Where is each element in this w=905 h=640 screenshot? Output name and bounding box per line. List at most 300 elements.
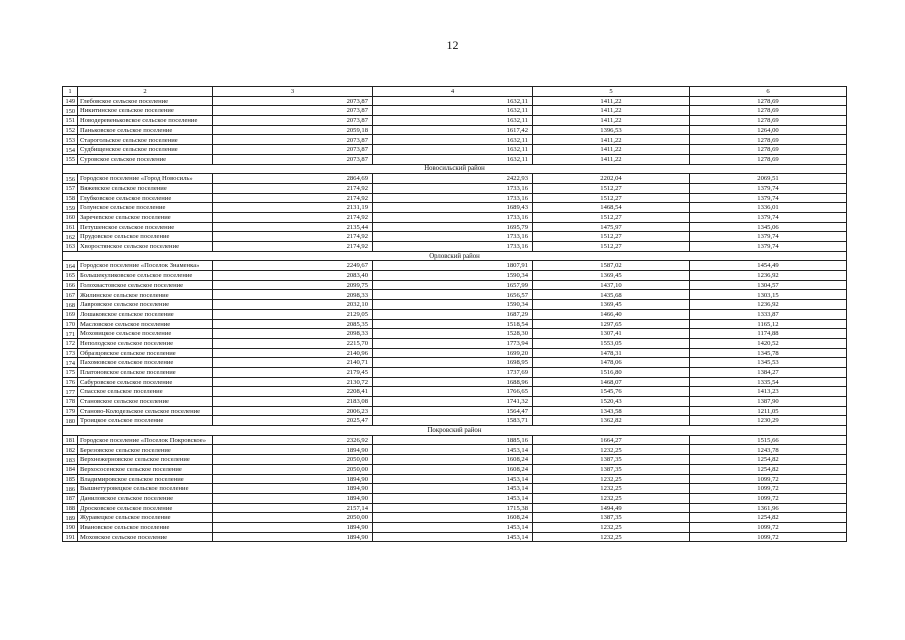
value-col-4: 1564,47: [373, 406, 533, 416]
value-col-6: 1278,69: [690, 116, 847, 126]
value-col-4: 1632,11: [373, 154, 533, 164]
value-col-4: 1687,29: [373, 309, 533, 319]
table-row: [63, 493, 847, 503]
value-col-6: 1174,88: [690, 329, 847, 339]
settlement-name: Даниловское сельское поселение: [78, 493, 213, 503]
row-number: 165: [63, 271, 78, 281]
settlement-name: Станово-Колодезьское сельское поселение: [78, 406, 213, 416]
value-col-5: 1387,35: [533, 464, 690, 474]
row-number: 152: [63, 125, 78, 135]
table-row: [63, 387, 847, 397]
row-number: 151: [63, 116, 78, 126]
value-col-4: 1699,20: [373, 348, 533, 358]
value-col-4: 1688,96: [373, 377, 533, 387]
column-header: 1: [63, 87, 78, 97]
row-number: 179: [63, 406, 78, 416]
row-number: 169: [63, 309, 78, 319]
value-col-5: 1387,35: [533, 513, 690, 523]
row-number: 162: [63, 232, 78, 242]
value-col-4: 1453,14: [373, 493, 533, 503]
value-col-5: 1437,10: [533, 280, 690, 290]
value-col-6: 1211,05: [690, 406, 847, 416]
row-number: 155: [63, 154, 78, 164]
table-row: [63, 145, 847, 155]
row-number: 189: [63, 513, 78, 523]
settlement-name: Березовское сельское поселение: [78, 445, 213, 455]
value-col-6: 1243,78: [690, 445, 847, 455]
settlement-name: Петушенское сельское поселение: [78, 222, 213, 232]
value-col-3: 2326,92: [213, 435, 373, 445]
value-col-5: 1545,76: [533, 387, 690, 397]
value-col-6: 1420,52: [690, 338, 847, 348]
table-row: [63, 532, 847, 542]
table-row: [63, 203, 847, 213]
value-col-5: 1369,45: [533, 271, 690, 281]
value-col-5: 1512,27: [533, 212, 690, 222]
value-col-6: 1345,53: [690, 358, 847, 368]
value-col-4: 1608,24: [373, 464, 533, 474]
row-number: 187: [63, 493, 78, 503]
settlement-name: Старогольское сельское поселение: [78, 135, 213, 145]
settlement-name: Лавровское сельское поселение: [78, 300, 213, 310]
value-col-4: 1715,38: [373, 503, 533, 513]
district-header-row: [63, 426, 847, 436]
value-col-6: 1230,29: [690, 416, 847, 426]
value-col-6: 1254,82: [690, 464, 847, 474]
value-col-3: 2085,35: [213, 319, 373, 329]
value-col-3: 2215,70: [213, 338, 373, 348]
value-col-4: 1518,54: [373, 319, 533, 329]
table-row: [63, 522, 847, 532]
value-col-3: 2083,40: [213, 271, 373, 281]
value-col-3: 2032,10: [213, 300, 373, 310]
table-row: [63, 397, 847, 407]
value-col-3: 1894,90: [213, 484, 373, 494]
settlement-name: Масловское сельское поселение: [78, 319, 213, 329]
row-number: 175: [63, 367, 78, 377]
table-row: [63, 183, 847, 193]
value-col-3: 2135,44: [213, 222, 373, 232]
value-col-6: 1099,72: [690, 493, 847, 503]
settlement-name: Спасское сельское поселение: [78, 387, 213, 397]
value-col-6: 1278,69: [690, 135, 847, 145]
value-col-5: 1297,65: [533, 319, 690, 329]
row-number: 160: [63, 212, 78, 222]
table-row: [63, 484, 847, 494]
value-col-3: 2174,92: [213, 183, 373, 193]
value-col-3: 2073,87: [213, 135, 373, 145]
value-col-6: 1361,96: [690, 503, 847, 513]
value-col-3: 2129,05: [213, 309, 373, 319]
value-col-6: 1413,23: [690, 387, 847, 397]
value-col-5: 1435,68: [533, 290, 690, 300]
table-row: [63, 290, 847, 300]
page-number: 12: [446, 38, 459, 52]
settlement-name: Сабуровское сельское поселение: [78, 377, 213, 387]
settlement-name: Городское поселение «Поселок Покровское»: [78, 435, 213, 445]
settlement-name: Платоновское сельское поселение: [78, 367, 213, 377]
value-col-5: 1362,82: [533, 416, 690, 426]
row-number: 159: [63, 203, 78, 213]
value-col-3: 2174,92: [213, 193, 373, 203]
value-col-6: 2069,51: [690, 174, 847, 184]
value-col-6: 1387,90: [690, 397, 847, 407]
value-col-5: 1520,43: [533, 397, 690, 407]
value-col-5: 1411,22: [533, 135, 690, 145]
row-number: 153: [63, 135, 78, 145]
table-row: [63, 96, 847, 106]
column-header: 6: [690, 87, 847, 97]
value-col-6: 1335,54: [690, 377, 847, 387]
row-number: 168: [63, 300, 78, 310]
value-col-6: 1099,72: [690, 532, 847, 542]
settlement-name: Дросковское сельское поселение: [78, 503, 213, 513]
settlement-name: Прудовское сельское поселение: [78, 232, 213, 242]
value-col-4: 1737,69: [373, 367, 533, 377]
value-col-3: 2073,87: [213, 116, 373, 126]
value-col-6: 1165,12: [690, 319, 847, 329]
value-col-5: 1387,35: [533, 455, 690, 465]
value-col-6: 1454,49: [690, 261, 847, 271]
value-col-6: 1379,74: [690, 193, 847, 203]
value-col-4: 1453,14: [373, 474, 533, 484]
settlement-name: Паньковское сельское поселение: [78, 125, 213, 135]
column-number-header-row: [63, 87, 847, 97]
value-col-5: 1478,31: [533, 348, 690, 358]
tariff-table: [62, 86, 847, 542]
row-number: 156: [63, 174, 78, 184]
row-number: 191: [63, 532, 78, 542]
settlement-name: Моховицкое сельское поселение: [78, 329, 213, 339]
value-col-6: 1236,92: [690, 271, 847, 281]
value-col-3: 2131,19: [213, 203, 373, 213]
value-col-4: 1632,11: [373, 135, 533, 145]
value-col-3: 2157,14: [213, 503, 373, 513]
row-number: 157: [63, 183, 78, 193]
settlement-name: Большекуликовское сельское поселение: [78, 271, 213, 281]
value-col-3: 1894,90: [213, 532, 373, 542]
value-col-4: 1741,32: [373, 397, 533, 407]
district-header-row: [63, 251, 847, 261]
value-col-4: 1590,34: [373, 271, 533, 281]
value-col-4: 1657,99: [373, 280, 533, 290]
value-col-6: 1384,27: [690, 367, 847, 377]
row-number: 184: [63, 464, 78, 474]
column-header: 5: [533, 87, 690, 97]
settlement-name: Владимировское сельское поселение: [78, 474, 213, 484]
value-col-6: 1379,74: [690, 232, 847, 242]
column-header: 2: [78, 87, 213, 97]
value-col-3: 2864,69: [213, 174, 373, 184]
row-number: 188: [63, 503, 78, 513]
value-col-4: 1885,16: [373, 435, 533, 445]
value-col-4: 1695,79: [373, 222, 533, 232]
value-col-5: 1512,27: [533, 242, 690, 252]
value-col-6: 1278,69: [690, 145, 847, 155]
table-row: [63, 193, 847, 203]
value-col-3: 1894,90: [213, 474, 373, 484]
value-col-4: 1453,14: [373, 445, 533, 455]
table-row: [63, 271, 847, 281]
table-row: [63, 445, 847, 455]
settlement-name: Жилинское сельское поселение: [78, 290, 213, 300]
value-col-6: 1515,66: [690, 435, 847, 445]
value-col-3: 2073,87: [213, 96, 373, 106]
table-row: [63, 406, 847, 416]
value-col-5: 1512,27: [533, 232, 690, 242]
value-col-3: 2174,92: [213, 212, 373, 222]
value-col-5: 1343,58: [533, 406, 690, 416]
settlement-name: Пахомовское сельское поселение: [78, 358, 213, 368]
row-number: 176: [63, 377, 78, 387]
value-col-3: 2073,87: [213, 145, 373, 155]
value-col-5: 1307,41: [533, 329, 690, 339]
row-number: 171: [63, 329, 78, 339]
table-row: [63, 474, 847, 484]
value-col-5: 1468,54: [533, 203, 690, 213]
value-col-5: 1232,25: [533, 532, 690, 542]
value-col-5: 1553,05: [533, 338, 690, 348]
settlement-name: Глебовское сельское поселение: [78, 96, 213, 106]
value-col-6: 1254,82: [690, 455, 847, 465]
settlement-name: Журавецкое сельское поселение: [78, 513, 213, 523]
value-col-3: 2073,87: [213, 154, 373, 164]
value-col-4: 1733,16: [373, 242, 533, 252]
value-col-5: 1411,22: [533, 145, 690, 155]
row-number: 170: [63, 319, 78, 329]
table-row: [63, 106, 847, 116]
row-number: 180: [63, 416, 78, 426]
value-col-5: 1516,80: [533, 367, 690, 377]
value-col-5: 1232,25: [533, 445, 690, 455]
value-col-4: 1632,11: [373, 116, 533, 126]
value-col-4: 1583,71: [373, 416, 533, 426]
table-row: [63, 503, 847, 513]
value-col-6: 1336,01: [690, 203, 847, 213]
row-number: 186: [63, 484, 78, 494]
settlement-name: Голохвастовское сельское поселение: [78, 280, 213, 290]
value-col-6: 1278,69: [690, 154, 847, 164]
row-number: 167: [63, 290, 78, 300]
value-col-4: 1453,14: [373, 484, 533, 494]
settlement-name: Верхососенское сельское поселение: [78, 464, 213, 474]
value-col-5: 1512,27: [533, 183, 690, 193]
value-col-6: 1303,15: [690, 290, 847, 300]
value-col-4: 1807,91: [373, 261, 533, 271]
table-row: [63, 416, 847, 426]
row-number: 150: [63, 106, 78, 116]
value-col-3: 2025,47: [213, 416, 373, 426]
row-number: 166: [63, 280, 78, 290]
row-number: 173: [63, 348, 78, 358]
value-col-5: 1411,22: [533, 154, 690, 164]
value-col-5: 1411,22: [533, 96, 690, 106]
value-col-3: 2140,71: [213, 358, 373, 368]
settlement-name: Новодеревеньковское сельское поселение: [78, 116, 213, 126]
row-number: 158: [63, 193, 78, 203]
settlement-name: Никитинское сельское поселение: [78, 106, 213, 116]
value-col-5: 1587,02: [533, 261, 690, 271]
table-row: [63, 435, 847, 445]
row-number: 149: [63, 96, 78, 106]
value-col-4: 1608,24: [373, 455, 533, 465]
value-col-5: 1512,27: [533, 193, 690, 203]
settlement-name: Судбищенское сельское поселение: [78, 145, 213, 155]
value-col-4: 1733,16: [373, 212, 533, 222]
table-row: [63, 174, 847, 184]
table-row: [63, 300, 847, 310]
value-col-5: 1664,27: [533, 435, 690, 445]
settlement-name: Моховское сельское поселение: [78, 532, 213, 542]
value-col-4: 1590,34: [373, 300, 533, 310]
table-row: [63, 212, 847, 222]
row-number: 181: [63, 435, 78, 445]
value-col-4: 1632,11: [373, 96, 533, 106]
value-col-5: 1478,06: [533, 358, 690, 368]
district-name: Покровский район: [63, 426, 847, 436]
table-row: [63, 455, 847, 465]
value-col-6: 1333,87: [690, 309, 847, 319]
value-col-3: 2006,23: [213, 406, 373, 416]
column-header: 3: [213, 87, 373, 97]
value-col-3: 2050,00: [213, 455, 373, 465]
settlement-name: Голунское сельское поселение: [78, 203, 213, 213]
value-col-6: 1099,72: [690, 484, 847, 494]
value-col-6: 1236,92: [690, 300, 847, 310]
row-number: 161: [63, 222, 78, 232]
table-row: [63, 154, 847, 164]
value-col-6: 1379,74: [690, 242, 847, 252]
value-col-6: 1099,72: [690, 522, 847, 532]
settlement-name: Городское поселение «Город Новосиль»: [78, 174, 213, 184]
row-number: 190: [63, 522, 78, 532]
value-col-4: 1453,14: [373, 532, 533, 542]
value-col-4: 1608,24: [373, 513, 533, 523]
value-col-4: 1766,65: [373, 387, 533, 397]
settlement-name: Лошаковское сельское поселение: [78, 309, 213, 319]
value-col-3: 1894,90: [213, 445, 373, 455]
value-col-6: 1099,72: [690, 474, 847, 484]
value-col-3: 2179,45: [213, 367, 373, 377]
value-col-3: 2073,87: [213, 106, 373, 116]
value-col-5: 1369,45: [533, 300, 690, 310]
value-col-5: 1466,40: [533, 309, 690, 319]
row-number: 183: [63, 455, 78, 465]
value-col-4: 1632,11: [373, 106, 533, 116]
value-col-3: 2130,72: [213, 377, 373, 387]
settlement-name: Заречenское сельское поселение: [78, 212, 213, 222]
value-col-3: 2099,75: [213, 280, 373, 290]
value-col-3: 2098,33: [213, 290, 373, 300]
table-row: [63, 242, 847, 252]
value-col-3: 2183,08: [213, 397, 373, 407]
value-col-5: 1232,25: [533, 522, 690, 532]
row-number: 172: [63, 338, 78, 348]
row-number: 174: [63, 358, 78, 368]
value-col-3: 2050,00: [213, 513, 373, 523]
table-row: [63, 358, 847, 368]
table-row: [63, 280, 847, 290]
district-name: Орловский район: [63, 251, 847, 261]
table-row: [63, 464, 847, 474]
table-row: [63, 367, 847, 377]
value-col-5: 1468,07: [533, 377, 690, 387]
table-row: [63, 338, 847, 348]
column-header: 4: [373, 87, 533, 97]
row-number: 177: [63, 387, 78, 397]
value-col-3: 2208,41: [213, 387, 373, 397]
row-number: 182: [63, 445, 78, 455]
row-number: 164: [63, 261, 78, 271]
value-col-4: 1689,43: [373, 203, 533, 213]
row-number: 154: [63, 145, 78, 155]
value-col-4: 1528,30: [373, 329, 533, 339]
value-col-5: 1396,53: [533, 125, 690, 135]
table-row: [63, 319, 847, 329]
table-row: [63, 329, 847, 339]
value-col-6: 1264,00: [690, 125, 847, 135]
value-col-3: 2059,18: [213, 125, 373, 135]
table-row: [63, 261, 847, 271]
table-row: [63, 125, 847, 135]
table-row: [63, 232, 847, 242]
value-col-5: 1475,97: [533, 222, 690, 232]
value-col-6: 1345,06: [690, 222, 847, 232]
settlement-name: Вяжевское сельское поселение: [78, 183, 213, 193]
district-name: Новосильский район: [63, 164, 847, 174]
value-col-6: 1379,74: [690, 212, 847, 222]
settlement-name: Троицкое сельское поселение: [78, 416, 213, 426]
value-col-3: 2174,92: [213, 242, 373, 252]
value-col-4: 1773,94: [373, 338, 533, 348]
value-col-4: 1698,95: [373, 358, 533, 368]
value-col-5: 1232,25: [533, 493, 690, 503]
settlement-name: Образцовское сельское поселение: [78, 348, 213, 358]
value-col-3: 2249,67: [213, 261, 373, 271]
value-col-4: 1733,16: [373, 193, 533, 203]
value-col-4: 1453,14: [373, 522, 533, 532]
value-col-6: 1379,74: [690, 183, 847, 193]
value-col-3: 1894,90: [213, 522, 373, 532]
table-row: [63, 309, 847, 319]
value-col-6: 1304,57: [690, 280, 847, 290]
table-row: [63, 513, 847, 523]
table-row: [63, 348, 847, 358]
table-row: [63, 222, 847, 232]
settlement-name: Вышнетуровецкое сельское поселение: [78, 484, 213, 494]
row-number: 185: [63, 474, 78, 484]
value-col-4: 1656,57: [373, 290, 533, 300]
table-row: [63, 135, 847, 145]
value-col-4: 1733,16: [373, 232, 533, 242]
table-row: [63, 116, 847, 126]
settlement-name: Суровское сельское поселение: [78, 154, 213, 164]
row-number: 178: [63, 397, 78, 407]
value-col-3: 1894,90: [213, 493, 373, 503]
settlement-name: Городское поселение «Поселок Знаменка»: [78, 261, 213, 271]
value-col-3: 2140,96: [213, 348, 373, 358]
row-number: 163: [63, 242, 78, 252]
value-col-5: 1411,22: [533, 116, 690, 126]
settlement-name: Ивановское сельское поселение: [78, 522, 213, 532]
settlement-name: Хворостянское сельское поселение: [78, 242, 213, 252]
value-col-4: 1733,16: [373, 183, 533, 193]
district-header-row: [63, 164, 847, 174]
settlement-name: Неполодское сельское поселение: [78, 338, 213, 348]
value-col-4: 2422,93: [373, 174, 533, 184]
settlement-name: Глубковское сельское поселение: [78, 193, 213, 203]
settlement-name: Верхнежерновское сельское поселение: [78, 455, 213, 465]
